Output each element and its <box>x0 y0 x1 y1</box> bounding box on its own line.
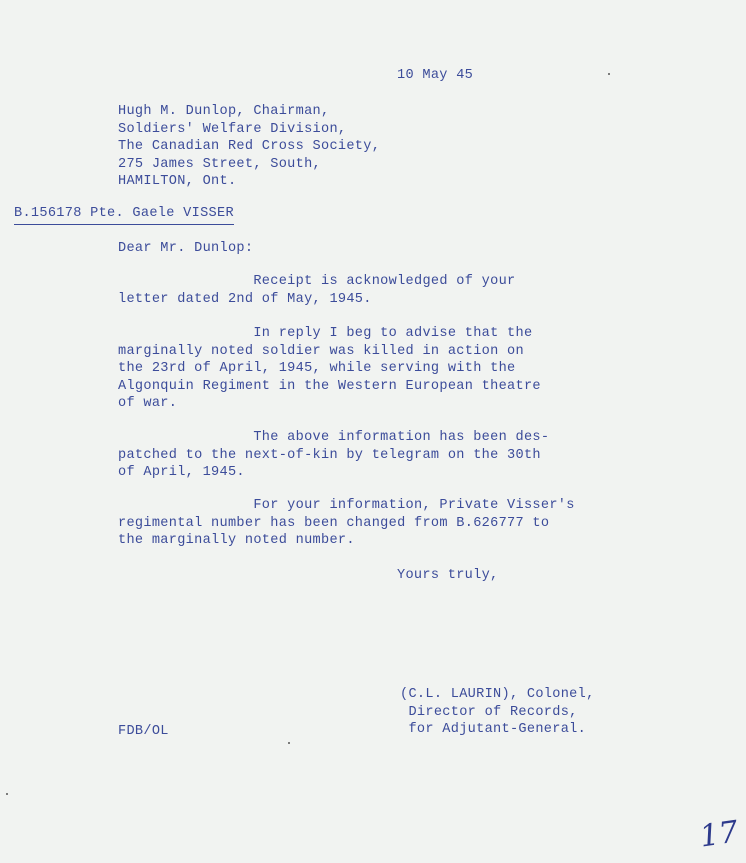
paragraph-line: letter dated 2nd of May, 1945. <box>118 291 372 307</box>
signature-block <box>400 686 595 739</box>
paper-speck <box>608 73 610 75</box>
address-line: Soldiers' Welfare Division, <box>118 121 347 137</box>
signature-line: for Adjutant-General. <box>400 722 587 737</box>
paragraph-line: the marginally noted number. <box>118 533 355 548</box>
paragraph-2 <box>118 325 541 413</box>
paragraph-3 <box>118 429 549 482</box>
recipient-address <box>118 103 380 191</box>
paper-speck <box>288 742 290 744</box>
address-line: 275 James Street, South, <box>118 156 321 172</box>
address-line: The Canadian Red Cross Society, <box>118 139 381 154</box>
paragraph-line: The above information has been des- <box>118 430 550 445</box>
paragraph-line: marginally noted soldier was killed in action on <box>118 343 524 359</box>
paragraph-line: patched to the next-of-kin by telegram on the 30th <box>118 447 541 463</box>
signature-line: Director of Records, <box>400 704 578 720</box>
marginal-reference: B.156178 Pte. Gaele VISSER <box>14 205 234 225</box>
paragraph-1 <box>118 273 516 308</box>
paragraph-line: In reply I beg to advise that the <box>118 326 533 341</box>
paragraph-line: regimental number has been changed from B.626777 to <box>118 515 550 531</box>
address-line: HAMILTON, Ont. <box>118 174 237 189</box>
paragraph-4 <box>118 497 575 550</box>
salutation: Dear Mr. Dunlop: <box>118 241 254 256</box>
letter-date: 10 May 45 <box>397 68 474 83</box>
paragraph-line: the 23rd of April, 1945, while serving with the <box>118 361 516 376</box>
paragraph-line: of April, 1945. <box>118 465 245 480</box>
handwritten-page-number: 17 <box>697 814 741 855</box>
address-line: Hugh M. Dunlop, Chairman, <box>118 104 330 119</box>
signature-line: (C.L. LAURIN), Colonel, <box>400 687 595 702</box>
closing: Yours truly, <box>397 568 499 583</box>
paragraph-line: Receipt is acknowledged of your <box>118 274 516 289</box>
paper-speck <box>6 793 8 795</box>
paragraph-line: Algonquin Regiment in the Western European theatre <box>118 378 541 394</box>
paragraph-line: of war. <box>118 396 178 411</box>
paragraph-line: For your information, Private Visser's <box>118 498 575 513</box>
reference-initials: FDB/OL <box>118 724 169 739</box>
